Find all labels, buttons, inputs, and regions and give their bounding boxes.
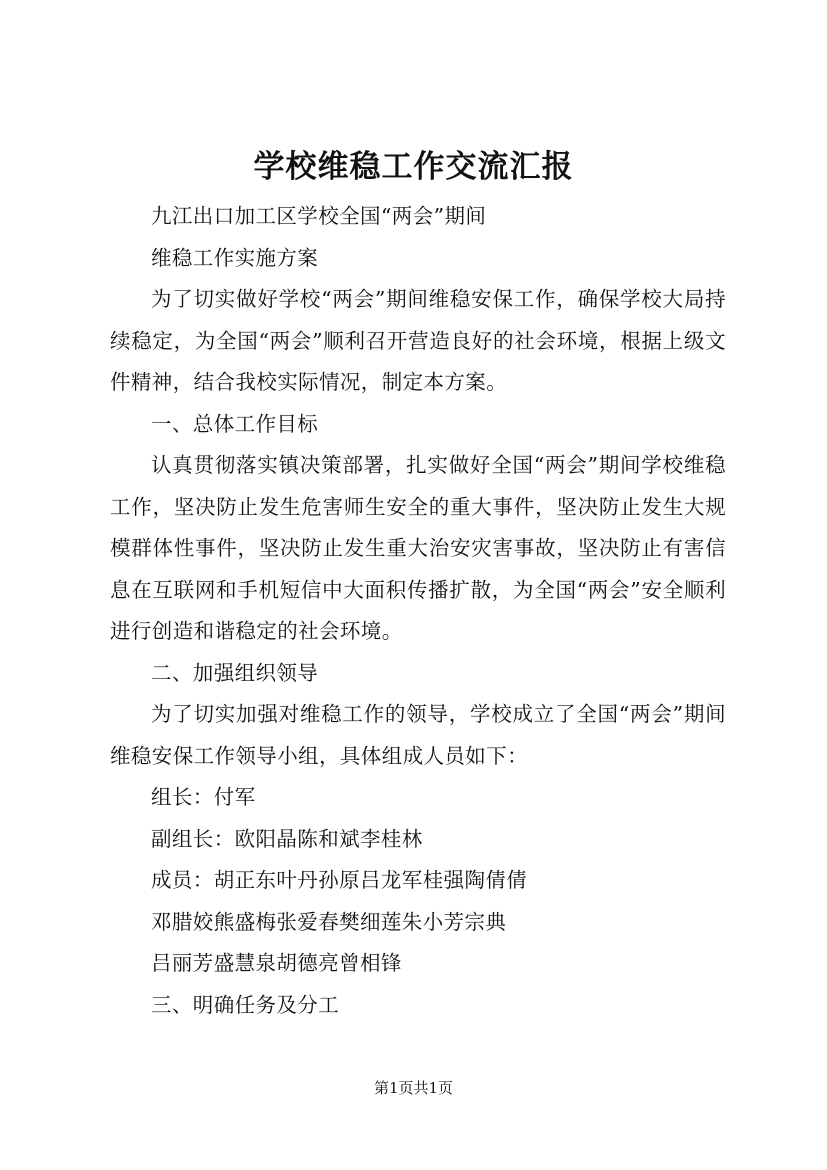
page-number: 第1页 [373, 1079, 414, 1097]
paragraph-leadership: 为了切实加强对维稳工作的领导，学校成立了全国“两会”期间维稳安保工作领导小组，具体组成人员如下： [110, 702, 726, 768]
document-body [110, 196, 726, 1026]
paragraph-deputy-leaders: 副组长：欧阳晶陈和斌李桂林 [151, 826, 423, 851]
paragraph-leader: 组长：付军 [151, 785, 256, 809]
page-total: 共1页 [413, 1079, 454, 1097]
page-footer [0, 1078, 827, 1098]
heading-section-2: 二、加强组织领导 [151, 660, 319, 685]
paragraph-members-cont-2: 吕丽芳盛慧泉胡德亮曾相锋 [151, 951, 402, 975]
paragraph-school-name: 九江出口加工区学校全国“两会”期间 [151, 204, 487, 228]
paragraph-members-cont-1: 邓腊姣熊盛梅张爱春樊细莲朱小芳宗典 [151, 909, 507, 934]
heading-section-1: 一、总体工作目标 [151, 411, 319, 436]
paragraph-plan-name: 维稳工作实施方案 [151, 245, 319, 270]
paragraph-members: 成员：胡正东叶丹孙原吕龙军桂强陶倩倩 [151, 868, 528, 892]
paragraph-intro: 为了切实做好学校“两会”期间维稳安保工作，确保学校大局持续稳定，为全国“两会”顺利召开营造良好的社会环境，根据上级文件精神，结合我校实际情况，制定本方案。 [110, 287, 726, 394]
heading-section-3: 三、明确任务及分工 [151, 992, 340, 1017]
document-title: 学校维稳工作交流汇报 [253, 149, 574, 185]
paragraph-goals: 认真贯彻落实镇决策部署，扎实做好全国“两会”期间学校维稳工作，坚决防止发生危害师生安全的重大事件，坚决防止发生大规模群体性事件，坚决防止发生重大治安灾害事故，坚决防止有害信息在互联网和手机短信中大面积传播扩散，为全国“两会”安全顺利进行创造和谐稳定的社会环境。 [110, 453, 726, 643]
